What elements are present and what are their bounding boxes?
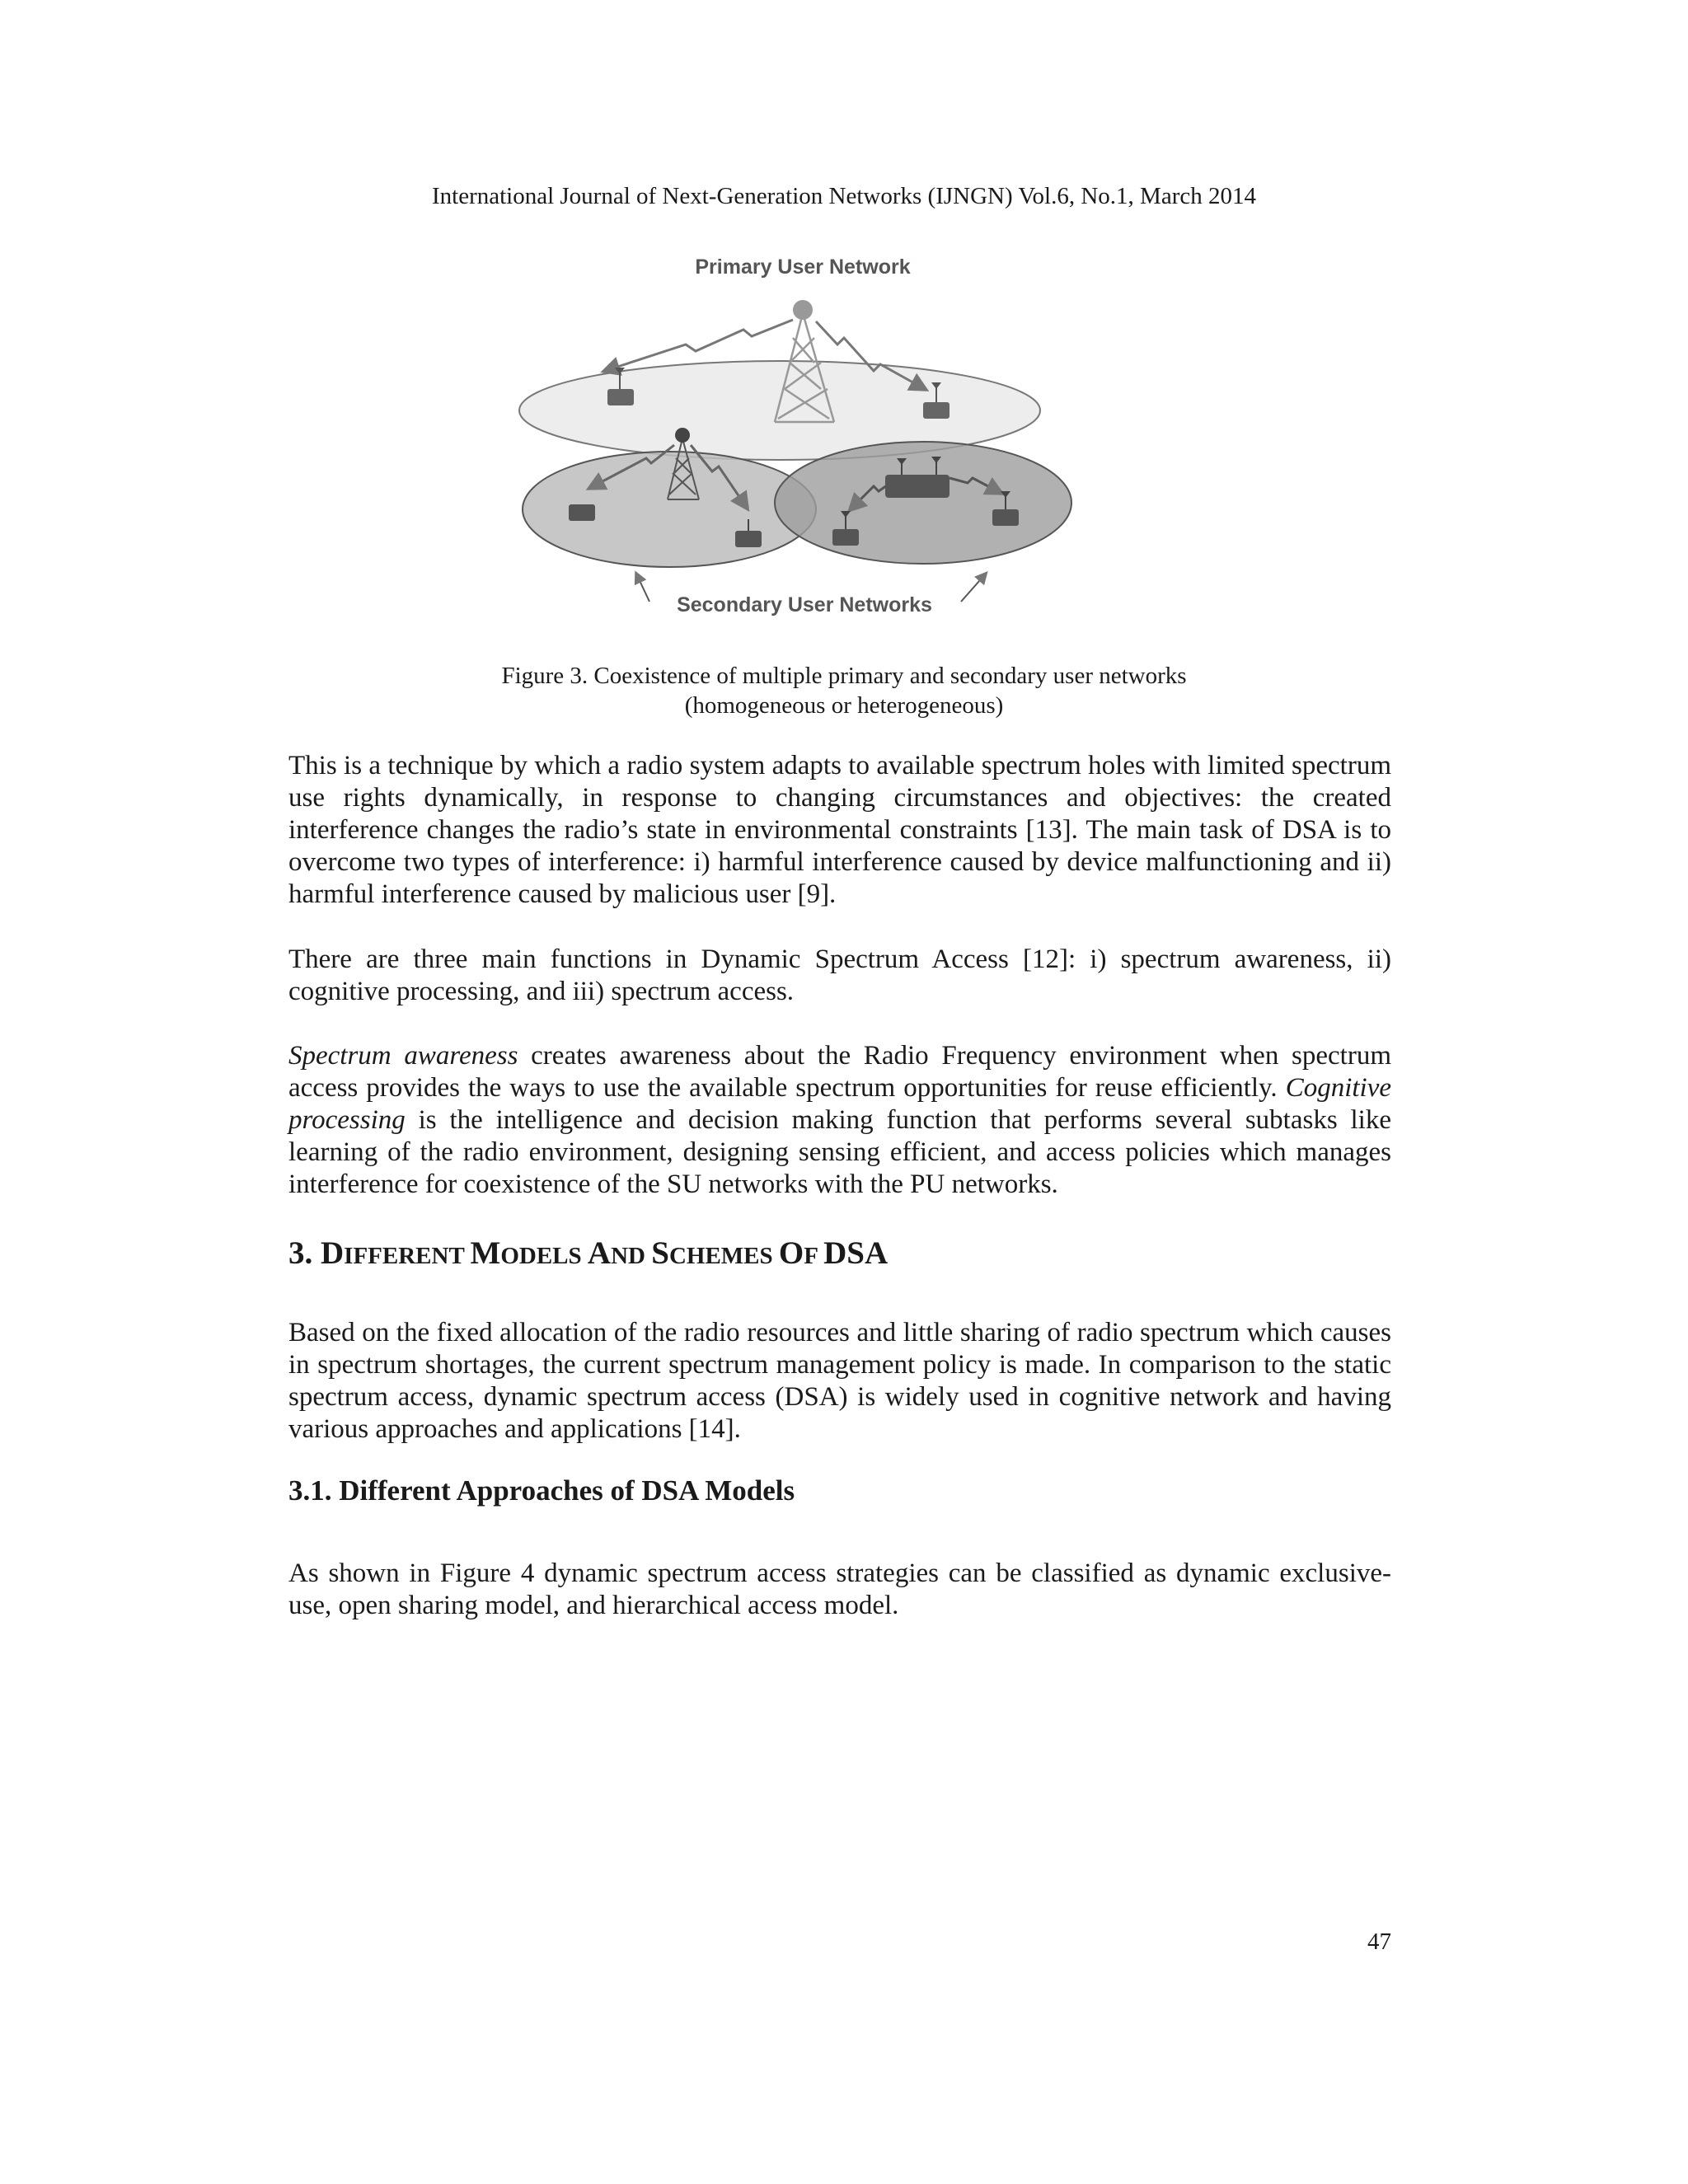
- section-heading-3: 3. DIFFERENT MODELS AND SCHEMES OF DSA: [288, 1235, 889, 1271]
- figure-caption: [0, 661, 1688, 720]
- pointer-arrow: [636, 574, 649, 602]
- primary-antenna-icon: [793, 300, 813, 320]
- secondary-user-device-icon: [569, 504, 595, 521]
- figure-3: [504, 247, 1081, 635]
- page-number: 47: [1367, 1929, 1391, 1955]
- network-diagram: [504, 247, 1081, 635]
- term-spectrum-awareness: Spectrum awareness: [288, 1041, 518, 1071]
- paragraph-spectrum-awareness: [288, 1040, 1391, 1201]
- secondary-networks-label: Secondary User Networks: [677, 593, 932, 616]
- paragraph-dsa-strategies: As shown in Figure 4 dynamic spectrum access strategies can be classified as dynamic exclusive-use, open sharing model, and hierarchical access model.: [288, 1558, 1391, 1620]
- caption-line-1: Figure 3. Coexistence of multiple primary and secondary user networks: [501, 663, 1187, 689]
- paragraph-spectrum-policy: Based on the fixed allocation of the radio resources and little sharing of radio spectrum which causes in spectrum shortages, the current spectrum management policy is made. In comparison to the static spectrum access, dynamic spectrum access (DSA) is widely used in cognitive network and having various approaches and applications [14].: [288, 1318, 1391, 1444]
- caption-line-2: (homogeneous or heterogeneous): [684, 692, 1004, 719]
- running-head: International Journal of Next-Generation Networks (IJNGN) Vol.6, No.1, March 2014: [431, 183, 1256, 209]
- secondary-network-left: [523, 452, 816, 567]
- term-cognitive-processing: Cognitive processing: [288, 1073, 1391, 1135]
- text-cognitive-processing: is the intelligence and decision making function that performs several subtasks like learning of the radio environment, designing sensing efficient, and access policies which manages interference for coexistence of the SU networks with the PU networks.: [288, 1105, 1391, 1199]
- paragraph-dsa-functions: There are three main functions in Dynamic Spectrum Access [12]: i) spectrum awareness, ii) cognitive processing, and iii) spectrum access.: [288, 944, 1391, 1006]
- secondary-network-right: [775, 442, 1071, 564]
- secondary-antenna-icon: [675, 428, 690, 443]
- subsection-heading-3-1: 3.1. Different Approaches of DSA Models: [288, 1474, 795, 1507]
- text-spectrum-awareness: creates awareness about the Radio Frequency environment when spectrum access provides the ways to use the available spectrum opportunities for reuse efficiently.: [288, 1041, 1391, 1103]
- pointer-arrow: [961, 574, 986, 602]
- primary-network-label: Primary User Network: [695, 255, 911, 279]
- paragraph-dsa-technique: This is a technique by which a radio system adapts to available spectrum holes with limited spectrum use rights dynamically, in response to changing circumstances and objectives: the created interference changes the radio’s state in environmental constraints [13]. The main task of DSA is to overcome two types of interference: i) harmful interference caused by device malfunctioning and ii) harmful interference caused by malicious user [9].: [288, 751, 1391, 909]
